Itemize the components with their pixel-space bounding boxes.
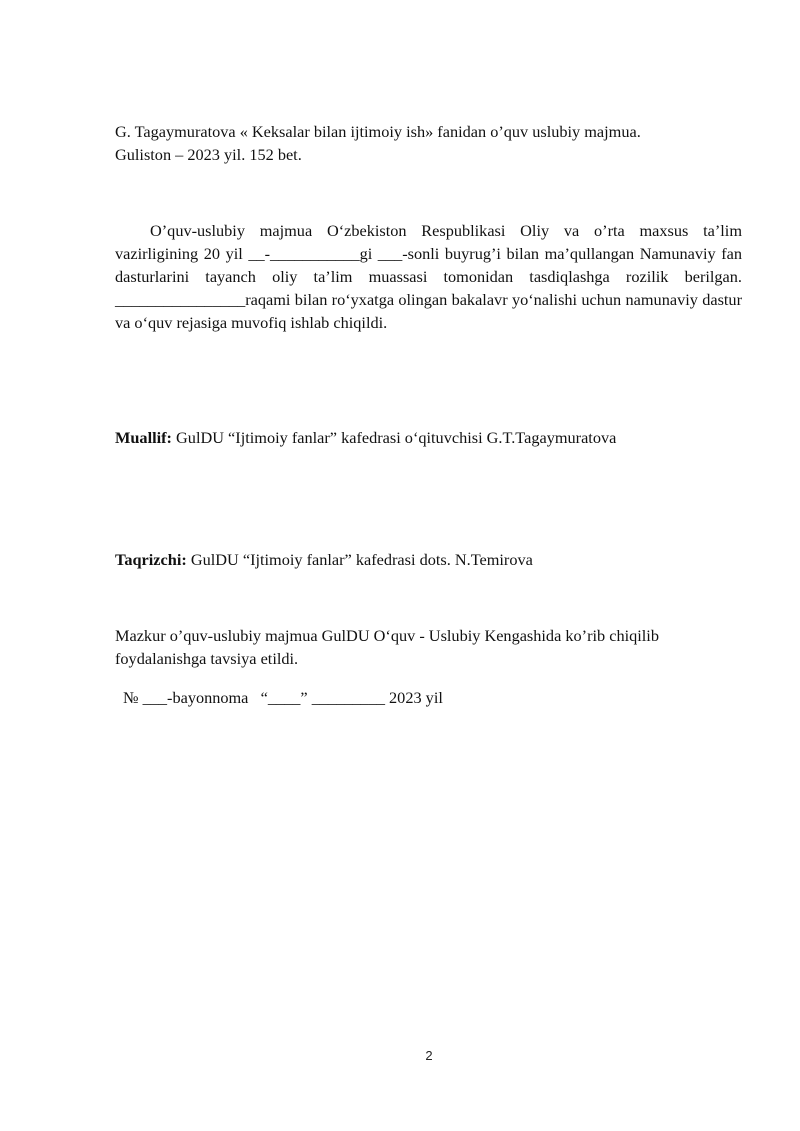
recommendation-paragraph: Mazkur o’quv-uslubiy majmua GulDU O‘quv - Uslubiy Kengashida ko’rib chiqilib foydalanishga tavsiya etildi. [115, 626, 659, 668]
reviewer-line [115, 548, 742, 571]
author-label: Muallif: [115, 428, 172, 447]
reviewer-label: Taqrizchi: [115, 550, 187, 569]
protocol-line: № ___-bayonnoma “____” _________ 2023 yil [123, 688, 443, 707]
approval-paragraph: O’quv-uslubiy majmua O‘zbekiston Respublikasi Oliy va o’rta maxsus ta’lim vazirligining 20 yil __-___________gi ___-sonli buyrug’i bilan ma’qullangan Namunaviy fan dasturlarini tayanch oliy ta’lim muassasi tomonidan tasdiqlashga rozilik berilgan. ________________raqami bilan ro‘yxatga olingan bakalavr yo‘nalishi uchun namunaviy dastur va o‘quv rejasiga muvofiq ishlab chiqildi. [115, 221, 742, 332]
reviewer-text: GulDU “Ijtimoiy fanlar” kafedrasi dots. N.Temirova [186, 550, 533, 569]
page-number: 2 [425, 1048, 433, 1063]
citation-paragraph: G. Tagaymuratova « Keksalar bilan ijtimoiy ish» fanidan o’quv uslubiy majmua. Guliston – 2023 yil. 152 bet. [115, 122, 641, 164]
author-text: GulDU “Ijtimoiy fanlar” kafedrasi o‘qituvchisi G.T.Tagaymuratova [171, 428, 617, 447]
author-line [115, 426, 755, 449]
